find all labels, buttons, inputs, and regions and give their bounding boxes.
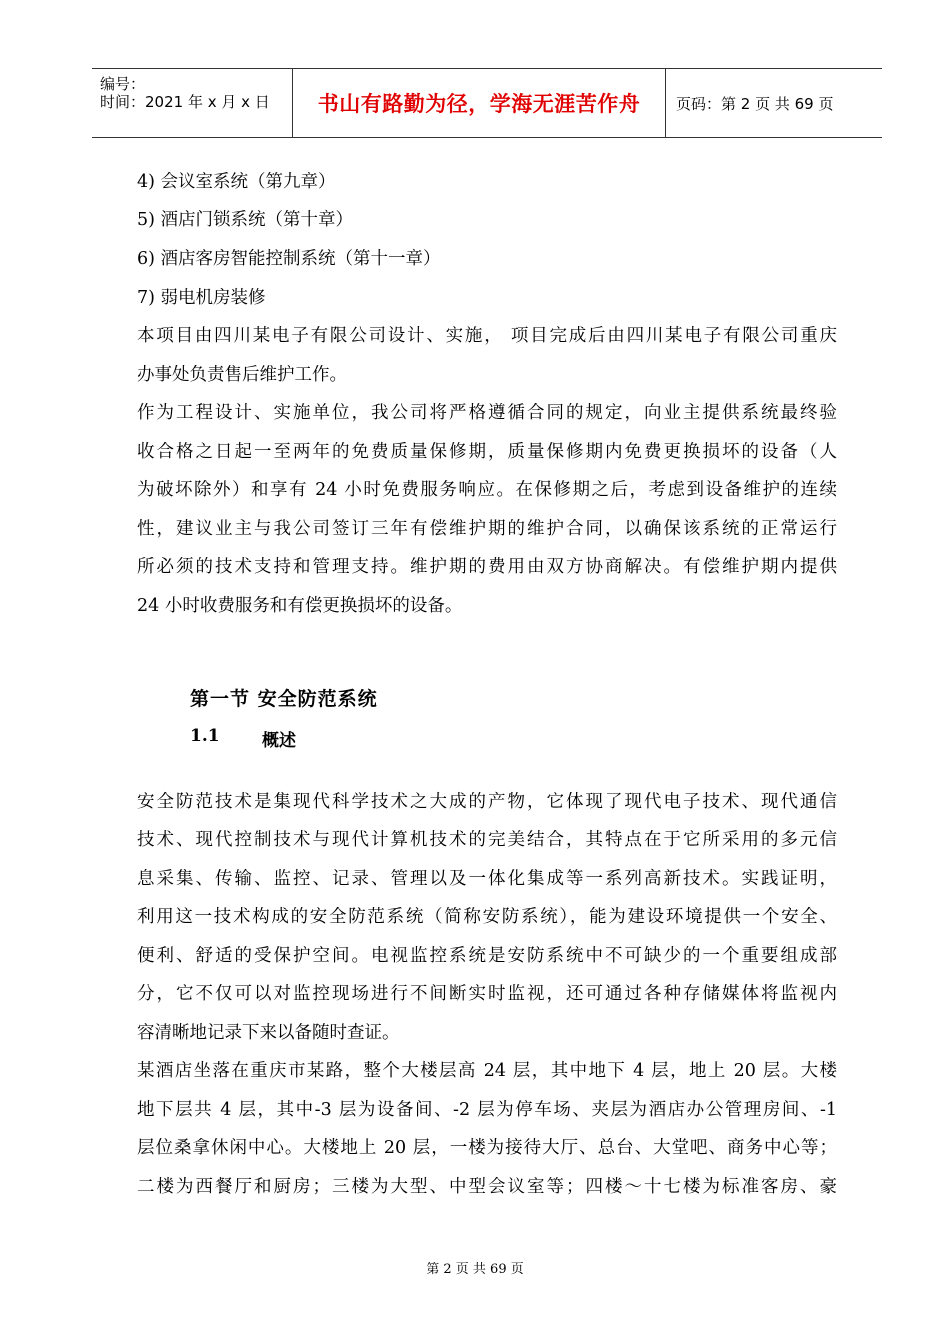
paragraph-line: 容清晰地记录下来以备随时查证。: [137, 1023, 400, 1043]
header-motto-cell: [293, 69, 666, 137]
paragraph-line: 二楼为西餐厅和厨房；三楼为大型、中型会议室等；四楼～十七楼为标准客房、豪: [137, 1177, 837, 1197]
list-item: 6) 酒店客房智能控制系统（第十一章）: [137, 249, 441, 269]
paragraph-line: 办事处负责售后维护工作。: [137, 365, 347, 385]
paragraph-line: 某酒店坐落在重庆市某路，整个大楼层高 24 层，其中地下 4 层，地上 20 层。大楼: [137, 1061, 837, 1081]
header-meta-cell: [92, 69, 293, 137]
subsection-title: 概述: [262, 731, 296, 751]
paragraph-line: 技术、现代控制技术与现代计算机技术的完美结合，其特点在于它所采用的多元信: [137, 830, 837, 850]
paragraph-line: 为破坏除外）和享有 24 小时免费服务响应。在保修期之后，考虑到设备维护的连续: [137, 480, 837, 500]
list-item: 4) 会议室系统（第九章）: [137, 172, 336, 192]
paragraph-line: 层位桑拿休闲中心。大楼地上 20 层，一楼为接待大厅、总台、大堂吧、商务中心等；: [137, 1138, 837, 1158]
paragraph-line: 本项目由四川某电子有限公司设计、实施， 项目完成后由四川某电子有限公司重庆: [137, 326, 837, 346]
header-motto: 书山有路勤为径，学海无涯苦作舟: [317, 92, 641, 116]
paragraph-line: 所必须的技术支持和管理支持。维护期的费用由双方协商解决。有偿维护期内提供: [137, 557, 837, 577]
paragraph-line: 息采集、传输、监控、记录、管理以及一体化集成等一系列高新技术。实践证明，: [137, 869, 837, 889]
header-time-label: 时间：2021 年 x 月 x 日: [100, 93, 270, 111]
list-item: 7) 弱电机房装修: [137, 288, 266, 308]
paragraph-line: 便利、舒适的受保护空间。电视监控系统是安防系统中不可缺少的一个重要组成部: [137, 946, 837, 966]
paragraph-line: 利用这一技术构成的安全防范系统（简称安防系统），能为建设环境提供一个安全、: [137, 907, 837, 927]
paragraph-line: 安全防范技术是集现代科学技术之大成的产物，它体现了现代电子技术、现代通信: [137, 792, 837, 812]
list-item: 5) 酒店门锁系统（第十章）: [137, 210, 354, 230]
page-footer: 第 2 页 共 69 页: [426, 1262, 524, 1277]
paragraph-line: 收合格之日起一至两年的免费质量保修期，质量保修期内免费更换损坏的设备（人: [137, 442, 837, 462]
paragraph-line: 24 小时收费服务和有偿更换损坏的设备。: [137, 596, 463, 616]
paragraph-line: 作为工程设计、实施单位，我公司将严格遵循合同的规定，向业主提供系统最终验: [137, 403, 837, 423]
subsection-number: 1.1: [190, 726, 220, 746]
header-page-cell: [666, 69, 882, 137]
paragraph-line: 性，建议业主与我公司签订三年有偿维护期的维护合同，以确保该系统的正常运行: [137, 519, 837, 539]
header-page-info: 页码：第 2 页 共 69 页: [676, 94, 834, 113]
section-title: 第一节 安全防范系统: [190, 688, 378, 710]
paragraph-line: 地下层共 4 层，其中-3 层为设备间、-2 层为停车场、夹层为酒店办公管理房间、-1: [137, 1100, 837, 1120]
header-number-label: 编号：: [100, 75, 146, 93]
paragraph-line: 分，它不仅可以对监控现场进行不间断实时监视，还可通过各种存储媒体将监视内: [137, 984, 837, 1004]
page-header: [92, 68, 882, 138]
